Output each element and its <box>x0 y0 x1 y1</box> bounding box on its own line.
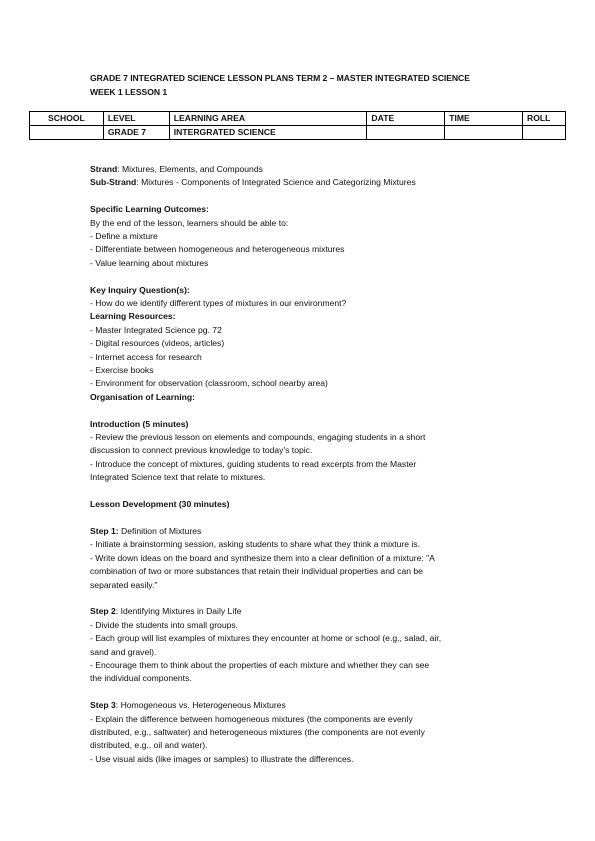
paragraph-line: discussion to connect previous knowledge to today's topic. <box>90 445 313 456</box>
cell-time <box>445 126 523 140</box>
paragraph-line: - Divide the students into small groups. <box>90 619 239 630</box>
list-item: - Master Integrated Science pg. 72 <box>90 324 222 335</box>
step-1-heading <box>90 525 530 538</box>
header-time: TIME <box>445 112 523 126</box>
sub-strand-line <box>90 176 530 189</box>
strand-value: : Mixtures, Elements, and Compounds <box>117 164 263 174</box>
outcomes-intro: By the end of the lesson, learners should be able to: <box>90 217 289 228</box>
paragraph-line: separated easily." <box>90 579 158 590</box>
list-item: - Exercise books <box>90 365 154 376</box>
paragraph-line: sand and gravel). <box>90 646 157 657</box>
paragraph-line: - Use visual aids (like images or samples) to illustrate the differences. <box>90 753 354 764</box>
list-item: - Define a mixture <box>90 231 158 242</box>
list-item: - Value learning about mixtures <box>90 257 209 268</box>
paragraph-line: - Initiate a brainstorming session, asking students to share what they think a mixture is. <box>90 539 421 550</box>
sub-strand-value: : Mixtures - Components of Integrated Science and Categorizing Mixtures <box>136 177 416 188</box>
step-3-title: : Homogeneous vs. Heterogeneous Mixtures <box>115 700 286 711</box>
step-2-heading <box>90 605 530 618</box>
step-2-title: : Identifying Mixtures in Daily Life <box>115 606 242 617</box>
header-level: LEVEL <box>103 112 169 126</box>
header-school: SCHOOL <box>30 112 104 126</box>
paragraph-line: - Each group will list examples of mixtures they encounter at home or school (e.g., salad, air, <box>90 633 442 644</box>
list-item: - How do we identify different types of mixtures in our environment? <box>90 298 347 309</box>
paragraph-line: - Introduce the concept of mixtures, guiding students to read excerpts from the Master <box>90 458 417 469</box>
paragraph-line: - Explain the difference between homogeneous mixtures (the components are evenly <box>90 713 413 724</box>
strand-line <box>90 163 530 176</box>
cell-level: GRADE 7 <box>103 126 169 140</box>
paragraph-line: distributed, e.g., saltwater) and heterogeneous mixtures (the components are not evenly <box>90 726 425 737</box>
lesson-info-table <box>29 111 566 140</box>
header-roll: ROLL <box>523 112 566 126</box>
paragraph-line: - Encourage them to think about the properties of each mixture and whether they can see <box>90 659 430 670</box>
step-1-label: Step 1: <box>90 525 119 536</box>
table-row <box>30 126 566 140</box>
header-date: DATE <box>367 112 445 126</box>
paragraph-line: the individual components. <box>90 673 192 684</box>
cell-learning-area: INTERGRATED SCIENCE <box>169 126 367 140</box>
cell-school <box>30 126 104 140</box>
step-2-label: Step 2 <box>90 606 116 617</box>
paragraph-line: - Write down ideas on the board and synthesize them into a clear definition of a mixture: "A <box>90 552 435 563</box>
resources-heading: Learning Resources: <box>90 311 176 322</box>
header-learning-area: LEARNING AREA <box>169 112 367 126</box>
list-item: - Differentiate between homogeneous and heterogeneous mixtures <box>90 244 345 255</box>
introduction-heading: Introduction (5 minutes) <box>90 418 189 429</box>
document-title <box>90 72 470 99</box>
step-3-heading <box>90 699 530 712</box>
list-item: - Internet access for research <box>90 351 202 362</box>
list-item: - Digital resources (videos, articles) <box>90 338 225 349</box>
outcomes-heading: Specific Learning Outcomes: <box>90 204 209 215</box>
paragraph-line: - Review the previous lesson on elements and compounds, engaging students in a short <box>90 432 426 443</box>
cell-date <box>367 126 445 140</box>
paragraph-line: Integrated Science text that relate to mixtures. <box>90 472 266 483</box>
title-line-2: WEEK 1 LESSON 1 <box>90 86 168 97</box>
paragraph-line: combination of two or more substances that retain their individual properties and can be <box>90 566 423 577</box>
organisation-heading: Organisation of Learning: <box>90 391 196 402</box>
step-3-label: Step 3 <box>90 700 116 711</box>
title-line-1: GRADE 7 INTEGRATED SCIENCE LESSON PLANS TERM 2 – MASTER INTEGRATED SCIENCE <box>90 73 470 83</box>
cell-roll <box>523 126 566 140</box>
table-header-row <box>30 112 566 126</box>
lesson-body <box>90 163 530 766</box>
step-1-title: Definition of Mixtures <box>118 525 202 536</box>
list-item: - Environment for observation (classroom, school nearby area) <box>90 378 328 389</box>
inquiry-heading: Key Inquiry Question(s): <box>90 284 190 295</box>
development-heading: Lesson Development (30 minutes) <box>90 499 230 510</box>
sub-strand-label: Sub-Strand <box>90 177 137 188</box>
paragraph-line: distributed, e.g., oil and water). <box>90 740 208 751</box>
strand-label: Strand <box>90 164 118 174</box>
